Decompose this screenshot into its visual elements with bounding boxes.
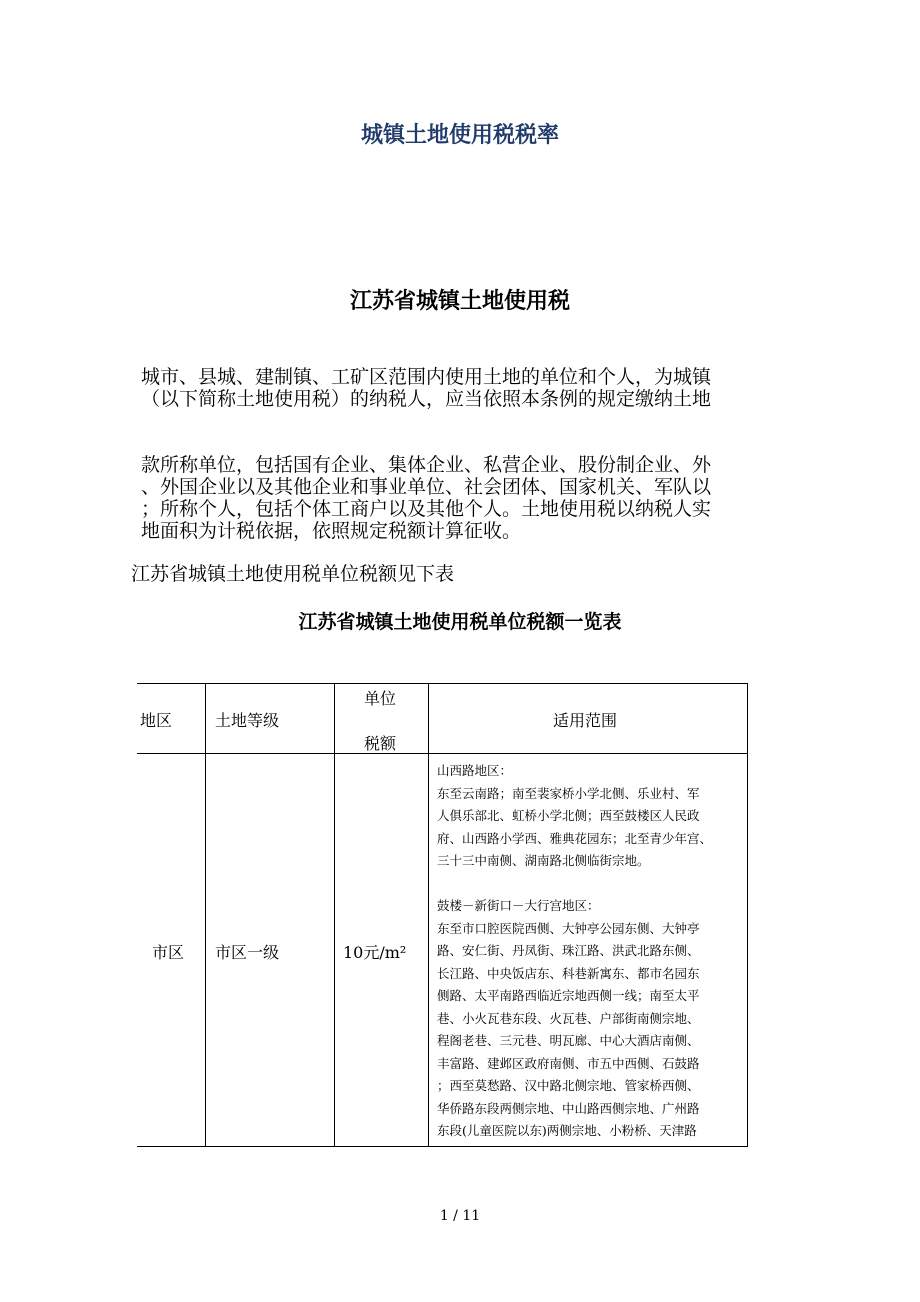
- paragraph-line: 、外国企业以及其他企业和事业单位、社会团体、国家机关、军队以: [141, 476, 712, 498]
- header-rate-line1: 单位: [364, 689, 397, 708]
- section-title: 江苏省城镇土地使用税: [349, 289, 570, 314]
- scope-line: 人俱乐部北、虹桥小学北侧；西至鼓楼区人民政: [437, 808, 700, 823]
- paragraph-line: ；所称个人，包括个体工商户以及其他个人。土地使用税以纳税人实: [141, 498, 712, 520]
- scope-line: ；西至莫愁路、汉中路北侧宗地、管家桥西侧、: [437, 1078, 700, 1093]
- header-scope: 适用范围: [553, 711, 618, 730]
- cell-scope: [437, 760, 737, 1143]
- cell-region: 市区: [152, 943, 185, 962]
- paragraph-see-table: [131, 563, 771, 585]
- scope-line: 东至市口腔医院西侧、大钟亭公园东侧、大钟亭: [437, 920, 700, 936]
- header-rate-line2: 税额: [364, 734, 397, 753]
- header-grade: 土地等级: [215, 711, 280, 730]
- scope-line: 府、山西路小学西、雅典花园东；北至青少年宫、: [437, 830, 713, 846]
- scope-line: 鼓楼－新街口－大行宫地区：: [437, 898, 600, 913]
- table-border-right: [747, 683, 748, 1147]
- scope-line: 东至云南路；南至裴家桥小学北侧、乐业村、军: [437, 785, 700, 801]
- table-col-divider: [334, 683, 335, 1147]
- paragraph-definitions: [141, 454, 781, 542]
- scope-line: 巷、小火瓦巷东段、火瓦巷、户部街南侧宗地、: [437, 1010, 700, 1026]
- document-title: 城镇土地使用税税率: [360, 123, 559, 148]
- paragraph-line: 城市、县城、建制镇、工矿区范围内使用土地的单位和个人，为城镇: [141, 366, 712, 388]
- scope-line: 程阁老巷、三元巷、明瓦廊、中心大酒店南侧、: [437, 1033, 700, 1048]
- paragraph-line: 款所称单位，包括国有企业、集体企业、私营企业、股份制企业、外: [141, 454, 712, 476]
- scope-line: 东段(儿童医院以东)两侧宗地、小粉桥、天津路: [437, 1123, 697, 1138]
- scope-line: 三十三中南侧、湖南路北侧临街宗地。: [437, 853, 650, 868]
- table-border-top: [137, 683, 748, 684]
- scope-line: 华侨路东段两侧宗地、中山路西侧宗地、广州路: [437, 1100, 700, 1116]
- scope-line: 长江路、中央饭店东、科巷新寓东、都市名园东: [437, 965, 700, 981]
- scope-blank-line: [437, 873, 737, 896]
- cell-rate: 10元/m²: [343, 943, 407, 962]
- scope-line: 路、安仁街、丹凤街、珠江路、洪武北路东侧、: [437, 943, 700, 958]
- page-number: 1 / 11: [439, 1208, 481, 1224]
- table-col-divider: [205, 683, 206, 1147]
- table-title: 江苏省城镇土地使用税单位税额一览表: [298, 611, 622, 633]
- scope-line: 侧路、太平南路西临近宗地西侧一线；南至太平: [437, 988, 700, 1003]
- table-border-bottom: [137, 1146, 748, 1147]
- header-region: 地区: [140, 711, 173, 730]
- paragraph-line: 江苏省城镇土地使用税单位税额见下表: [131, 563, 455, 585]
- table-col-divider: [428, 683, 429, 1147]
- scope-line: 丰富路、建邺区政府南侧、市五中西侧、石鼓路: [437, 1055, 700, 1071]
- paragraph-line: 地面积为计税依据，依照规定税额计算征收。: [141, 520, 522, 542]
- scope-line: 山西路地区：: [437, 763, 513, 778]
- table-header-divider: [137, 753, 748, 754]
- paragraph-line: （以下简称土地使用税）的纳税人，应当依照本条例的规定缴纳土地: [141, 388, 712, 410]
- paragraph-taxpayers: [141, 366, 781, 410]
- cell-grade: 市区一级: [215, 943, 280, 962]
